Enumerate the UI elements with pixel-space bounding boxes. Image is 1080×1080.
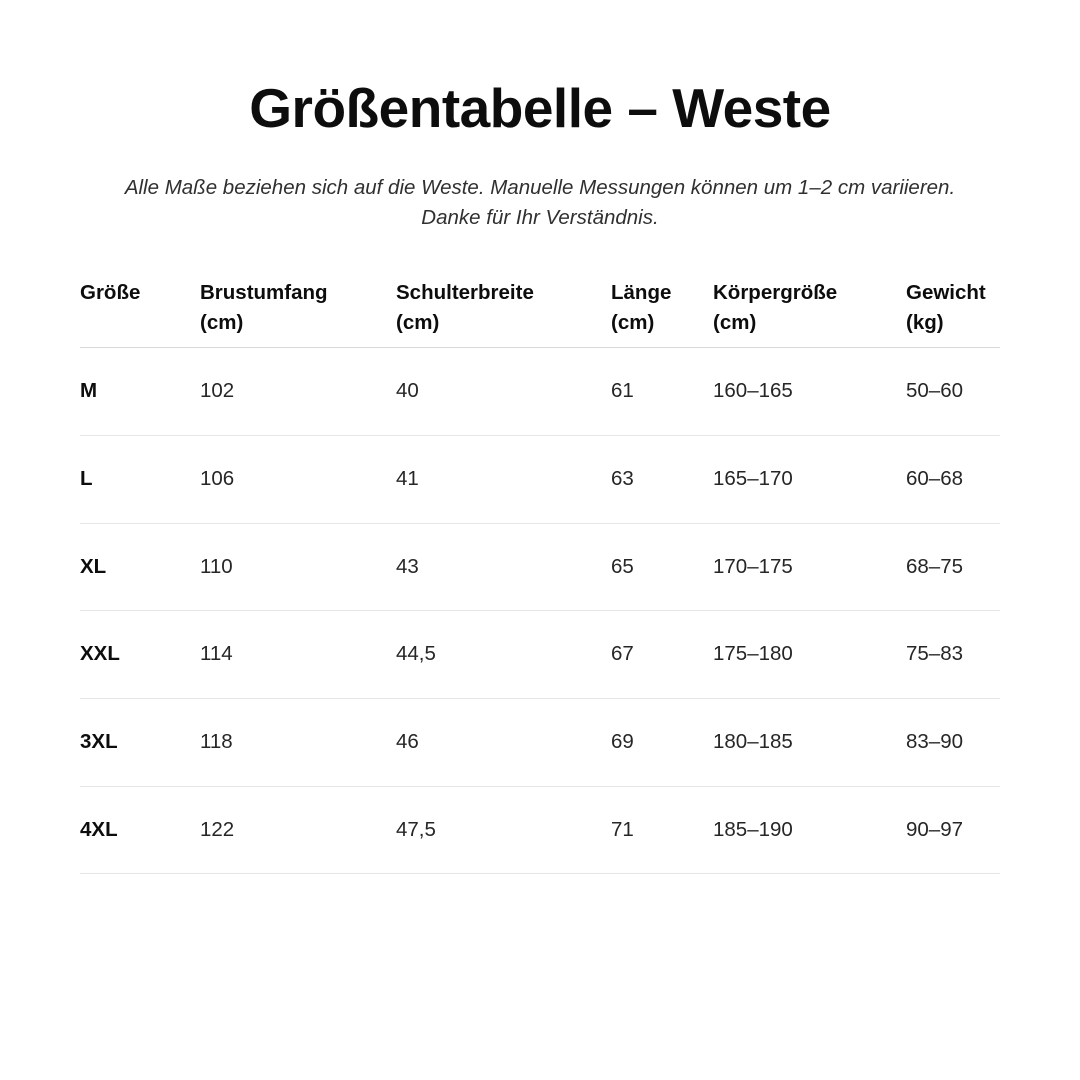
cell-size: XL (80, 523, 200, 611)
cell-shoulder: 46 (396, 699, 611, 787)
column-header-chest (200, 278, 396, 348)
column-header-length (611, 278, 713, 348)
cell-length: 71 (611, 786, 713, 874)
column-header-length-unit: (cm) (611, 310, 655, 334)
column-header-shoulder-label: Schulterbreite (396, 281, 534, 304)
size-table (80, 278, 1000, 874)
cell-length: 63 (611, 436, 713, 524)
cell-weight: 90–97 (906, 786, 1000, 874)
column-header-weight-label: Gewicht (906, 281, 986, 304)
cell-chest: 102 (200, 348, 396, 436)
table-header-row (80, 278, 1000, 348)
cell-height: 185–190 (713, 786, 906, 874)
cell-length: 67 (611, 611, 713, 699)
column-header-height-unit: (cm) (713, 310, 757, 334)
table-row (80, 699, 1000, 787)
cell-weight: 75–83 (906, 611, 1000, 699)
cell-size: L (80, 436, 200, 524)
cell-shoulder: 40 (396, 348, 611, 436)
cell-chest: 114 (200, 611, 396, 699)
cell-length: 69 (611, 699, 713, 787)
cell-weight: 50–60 (906, 348, 1000, 436)
column-header-height-label: Körpergröße (713, 281, 838, 304)
column-header-shoulder-unit: (cm) (396, 310, 440, 334)
cell-shoulder: 41 (396, 436, 611, 524)
table-row (80, 523, 1000, 611)
column-header-chest-unit: (cm) (200, 310, 244, 334)
table-row (80, 786, 1000, 874)
cell-shoulder: 47,5 (396, 786, 611, 874)
page-subtitle: Alle Maße beziehen sich auf die Weste. Manuelle Messungen können um 1–2 cm variieren. Danke für Ihr Verständnis. (124, 175, 956, 230)
cell-chest: 110 (200, 523, 396, 611)
column-header-length-label: Länge (611, 281, 672, 304)
column-header-size-label: Größe (80, 281, 141, 304)
cell-size: XXL (80, 611, 200, 699)
cell-chest: 118 (200, 699, 396, 787)
column-header-chest-label: Brustumfang (200, 281, 328, 304)
cell-height: 165–170 (713, 436, 906, 524)
cell-size: 4XL (80, 786, 200, 874)
cell-weight: 60–68 (906, 436, 1000, 524)
table-row (80, 611, 1000, 699)
column-header-shoulder (396, 278, 611, 348)
cell-shoulder: 44,5 (396, 611, 611, 699)
cell-height: 160–165 (713, 348, 906, 436)
cell-size: M (80, 348, 200, 436)
column-header-weight (906, 278, 1000, 348)
cell-shoulder: 43 (396, 523, 611, 611)
cell-chest: 122 (200, 786, 396, 874)
cell-weight: 83–90 (906, 699, 1000, 787)
page-title: Größentabelle – Weste (249, 77, 831, 139)
column-header-size (80, 278, 200, 348)
cell-height: 175–180 (713, 611, 906, 699)
cell-weight: 68–75 (906, 523, 1000, 611)
cell-height: 180–185 (713, 699, 906, 787)
cell-length: 61 (611, 348, 713, 436)
table-row (80, 436, 1000, 524)
column-header-height (713, 278, 906, 348)
cell-size: 3XL (80, 699, 200, 787)
cell-height: 170–175 (713, 523, 906, 611)
cell-chest: 106 (200, 436, 396, 524)
table-row (80, 348, 1000, 436)
cell-length: 65 (611, 523, 713, 611)
column-header-weight-unit: (kg) (906, 310, 944, 334)
